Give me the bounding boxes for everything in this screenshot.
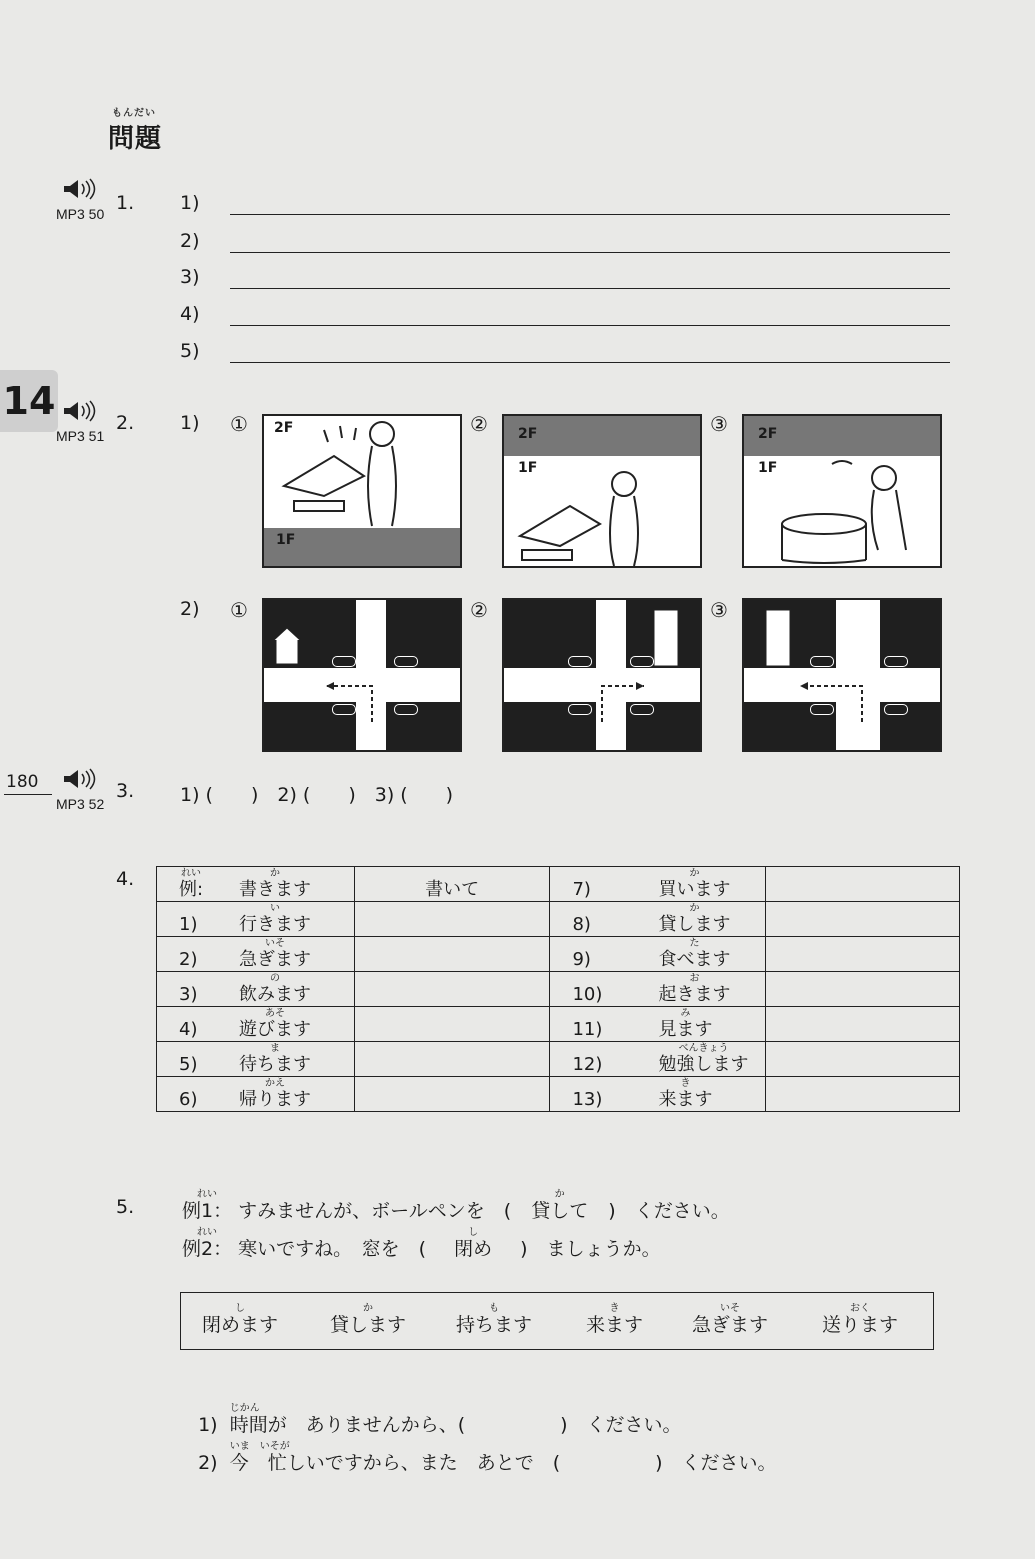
floor-label: 1F <box>518 460 538 476</box>
floor-label: 2F <box>274 420 294 436</box>
verb-cell: 13) き 来ます <box>550 1077 766 1112</box>
answer-line[interactable] <box>230 288 950 289</box>
answer-label: 1) <box>180 192 200 214</box>
map-option[interactable] <box>502 598 702 752</box>
table-illustration <box>744 456 940 566</box>
verb-cell: 6) かえ 帰ります <box>157 1077 355 1112</box>
picture-option[interactable] <box>502 414 702 568</box>
answer-line[interactable] <box>230 325 950 326</box>
verb-cell: 10) お 起きます <box>550 972 766 1007</box>
answer-cell[interactable] <box>354 1007 550 1042</box>
word-bank-item: か 貸します <box>330 1303 407 1336</box>
verb-cell: 5) ま 待ちます <box>157 1042 355 1077</box>
answer-cell[interactable]: 書いて <box>354 867 550 902</box>
speaker-icon[interactable] <box>62 768 96 794</box>
word-bank-item: いそ 急ぎます <box>692 1303 769 1336</box>
question-number: 2. <box>116 412 135 434</box>
floor-label: 2F <box>758 426 778 442</box>
answer-cell[interactable] <box>766 972 960 1007</box>
verb-cell: 7) か 買います <box>550 867 766 902</box>
speaker-icon[interactable] <box>62 178 96 204</box>
example-answer: 貸して <box>531 1200 589 1222</box>
car-icon <box>630 656 654 667</box>
page-number-rule <box>4 794 52 795</box>
car-icon <box>810 704 834 715</box>
table-row <box>157 1077 960 1112</box>
car-icon <box>810 656 834 667</box>
page-number: 180 <box>6 772 39 792</box>
table-row <box>157 1042 960 1077</box>
car-icon <box>394 656 418 667</box>
answer-label: 2) <box>180 230 200 252</box>
car-icon <box>568 656 592 667</box>
answer-cell[interactable] <box>766 1007 960 1042</box>
speaker-icon[interactable] <box>62 400 96 426</box>
map-option[interactable] <box>742 598 942 752</box>
piano-illustration <box>504 456 700 566</box>
picture-option[interactable] <box>742 414 942 568</box>
answer-cell[interactable] <box>354 1077 550 1112</box>
word-bank <box>180 1292 934 1350</box>
answer-line[interactable] <box>230 252 950 253</box>
choice-marker[interactable]: ③ <box>710 598 728 622</box>
verb-cell: れい 例: か 書きます <box>157 867 355 902</box>
word-bank-item: も 持ちます <box>456 1303 533 1336</box>
answer-cell[interactable] <box>354 937 550 972</box>
car-icon <box>332 656 356 667</box>
picture-option[interactable] <box>262 414 462 568</box>
car-icon <box>568 704 592 715</box>
conjugation-table <box>156 866 960 1112</box>
verb-cell: 8) か 貸します <box>550 902 766 937</box>
word-bank-item: し 閉めます <box>202 1303 279 1336</box>
table-row <box>157 972 960 1007</box>
verb-cell: 2) いそ 急ぎます <box>157 937 355 972</box>
car-icon <box>394 704 418 715</box>
table-row <box>157 937 960 972</box>
choice-marker[interactable]: ③ <box>710 412 728 436</box>
table-row <box>157 1007 960 1042</box>
audio-track-label: MP3 52 <box>56 796 105 812</box>
car-icon <box>332 704 356 715</box>
verb-cell: 12) べんきょう 勉強します <box>550 1042 766 1077</box>
word-bank-item: き 来ます <box>586 1303 644 1336</box>
choice-marker[interactable]: ① <box>230 598 248 622</box>
car-icon <box>884 704 908 715</box>
choice-marker[interactable]: ① <box>230 412 248 436</box>
answer-line[interactable] <box>230 362 950 363</box>
floor-label: 1F <box>276 532 296 548</box>
answer-blanks[interactable]: 1) ( ) 2) ( ) 3) ( ) <box>180 784 454 806</box>
car-icon <box>884 656 908 667</box>
answer-cell[interactable] <box>766 1042 960 1077</box>
chapter-tab: 14 <box>0 370 58 432</box>
question-number: 5. <box>116 1196 135 1218</box>
sub-question-label: 2) <box>180 598 200 620</box>
verb-cell: 9) た 食べます <box>550 937 766 972</box>
choice-marker[interactable]: ② <box>470 412 488 436</box>
map-option[interactable] <box>262 598 462 752</box>
route-arrow <box>264 600 460 750</box>
piano-illustration <box>264 416 460 528</box>
example-answer: 閉め <box>454 1238 493 1260</box>
question-number: 1. <box>116 192 135 214</box>
answer-line[interactable] <box>230 214 950 215</box>
answer-cell[interactable] <box>354 972 550 1007</box>
verb-cell: 11) み 見ます <box>550 1007 766 1042</box>
answer-cell[interactable] <box>766 902 960 937</box>
title-ruby: もんだい <box>112 108 156 119</box>
answer-cell[interactable] <box>766 867 960 902</box>
sub-question-label: 1) <box>180 412 200 434</box>
answer-cell[interactable] <box>766 937 960 972</box>
example-2: れい 例2： 寒いですね。 窓を ( し 閉め ) ましょうか。 <box>182 1227 661 1260</box>
fill-in-item[interactable]: 2) いま いそが 今 忙しいですから、また あとで ( ) ください。 <box>198 1441 777 1474</box>
answer-cell[interactable] <box>766 1077 960 1112</box>
verb-cell: 3) の 飲みます <box>157 972 355 1007</box>
table-row <box>157 867 960 902</box>
route-arrow <box>504 600 700 750</box>
audio-track-label: MP3 51 <box>56 428 105 444</box>
answer-cell[interactable] <box>354 902 550 937</box>
answer-cell[interactable] <box>354 1042 550 1077</box>
verb-cell: 1) い 行きます <box>157 902 355 937</box>
answer-label: 4) <box>180 303 200 325</box>
table-row <box>157 902 960 937</box>
car-icon <box>630 704 654 715</box>
floor-label: 1F <box>758 460 778 476</box>
question-number: 3. <box>116 780 135 802</box>
question-number: 4. <box>116 868 135 890</box>
choice-marker[interactable]: ② <box>470 598 488 622</box>
verb-cell: 4) あそ 遊びます <box>157 1007 355 1042</box>
answer-label: 5) <box>180 340 200 362</box>
fill-in-item[interactable]: 1) じかん 時間が ありませんから、( ) ください。 <box>198 1403 682 1436</box>
audio-track-label: MP3 50 <box>56 206 105 222</box>
answer-label: 3) <box>180 266 200 288</box>
word-bank-item: おく 送ります <box>822 1303 899 1336</box>
floor-label: 2F <box>518 426 538 442</box>
route-arrow <box>744 600 940 750</box>
page-title: もんだい 問題 <box>108 118 162 155</box>
example-1: れい 例1： すみませんが、ボールペンを ( か 貸して ) ください。 <box>182 1189 730 1222</box>
